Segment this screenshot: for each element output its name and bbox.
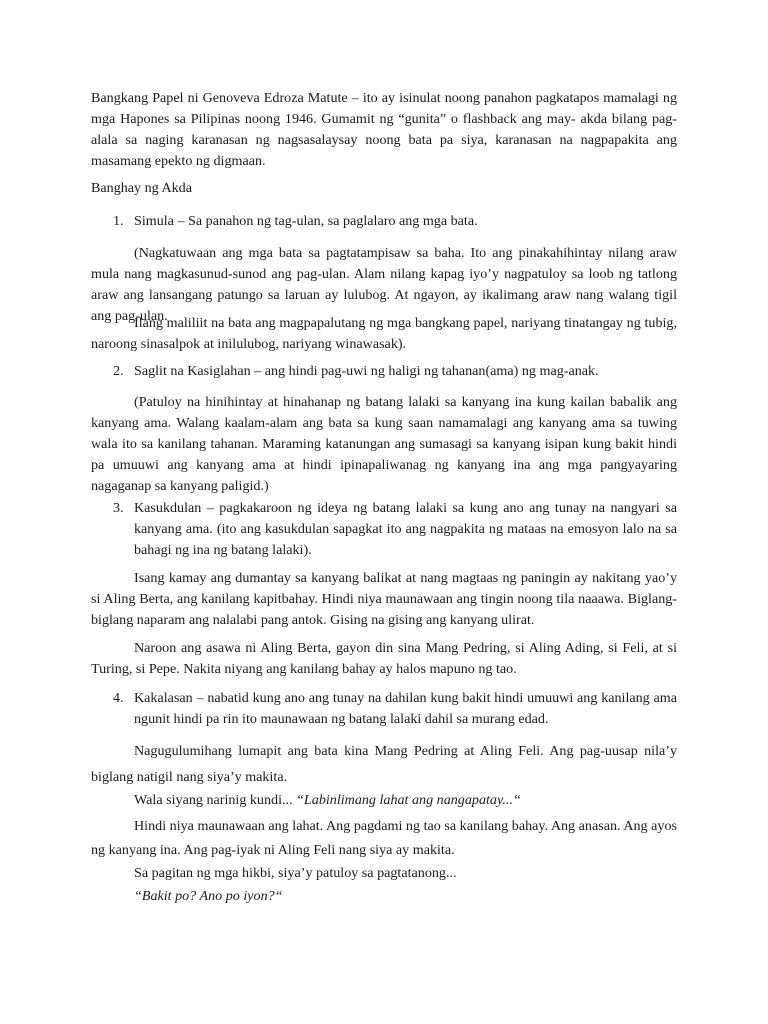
list-item-number: 1.: [113, 213, 124, 229]
paragraph: Ilang maliliit na bata ang magpapalutang ng mga bangkang papel, nariyang tinatangay ng tubig, naroong sinasalpok at inilulubog, nariyang winawasak).: [91, 315, 677, 352]
list-item-number: 4.: [113, 690, 124, 706]
paragraph: Isang kamay ang dumantay sa kanyang balikat at nang magtaas ng paningin ay nakitang yao’y si Aling Berta, ang kanilang kapitbahay. Hindi niya maunawaan ang tingin noong tila naaawa. Biglang-biglang naparam ang nalalabi pang antok. Gising na gising ang kanyang ulirat.: [91, 570, 677, 628]
paragraph: (Patuloy na hinihintay at hinahanap ng batang lalaki sa kanyang ina kung kailan babalik ang kanyang ama. Walang kaalam-alam ang bata sa kung saan namamalagi ang kanyang ama sa tuwing wala ito sa kanilang tahanan. Maraming katanungan ang sumasagi sa kanyang isipan kung bakit hindi pa umuuwi ang kanyang ama at hindi ipinapaliwanag ng kanyang ina ang mga pangyayaring nagaganap sa kanyang paligid.): [91, 394, 677, 494]
list-item-text: Kasukdulan – pagkakaroon ng ideya ng batang lalaki sa kung ano ang tunay na nangyari sa kanyang ama. (ito ang kasukdulan sapagkat ito ang nagpakita ng mataas na emosyon lalo na sa bahagi ng ina ng batang lalaki).: [134, 500, 677, 558]
dialogue-quote: “Bakit po? Ano po iyon?“: [134, 888, 283, 904]
list-item-text: Saglit na Kasiglahan – ang hindi pag-uwi ng haligi ng tahanan(ama) ng mag-anak.: [134, 363, 599, 379]
paragraph: Sa pagitan ng mga hikbi, siya’y patuloy sa pagtatanong...: [134, 865, 457, 881]
list-item: [91, 211, 677, 232]
list-item: [91, 361, 677, 382]
list-item-number: 3.: [113, 500, 124, 516]
dialogue-lead: Wala siyang narinig kundi...: [134, 792, 297, 808]
paragraph-dialogue: [134, 790, 677, 811]
list-item-number: 2.: [113, 363, 124, 379]
section-heading: Banghay ng Akda: [91, 180, 192, 196]
paragraph: Nagugulumihang lumapit ang bata kina Mang Pedring at Aling Feli. Ang pag-uusap nila’y biglang natigil nang siya’y makita.: [91, 743, 677, 785]
list-item: [91, 688, 677, 730]
paragraph: Hindi niya maunawaan ang lahat. Ang pagdami ng tao sa kanilang bahay. Ang anasan. Ang ayos ng kanyang ina. Ang pag-iyak ni Aling Feli nang siya ay makita.: [91, 818, 677, 858]
paragraph: (Nagkatuwaan ang mga bata sa pagtatampisaw sa baha. Ito ang pinakahihintay nilang araw mula nang magkasunud-sunod ang pag-ulan. Alam nilang kapag iyo’y nagpatuloy sa loob ng tatlong araw ang lansangang patungo sa laruan ay lulubog. At ngayon, ay ikalimang araw nang walang tigil ang pag-ulan.: [91, 245, 677, 324]
paragraph: Naroon ang asawa ni Aling Berta, gayon din sina Mang Pedring, si Aling Ading, si Feli, at si Turing, si Pepe. Nakita niyang ang kanilang bahay ay halos mapuno ng tao.: [91, 640, 677, 677]
list-item: [91, 498, 677, 561]
dialogue-quote: “Labinlimang lahat ang nangapatay...“: [296, 792, 521, 808]
list-item-text: Kakalasan – nabatid kung ano ang tunay na dahilan kung bakit hindi umuuwi ang kanilang ama ngunit hindi pa rin ito maunawaan ng batang lalaki dahil sa murang edad.: [134, 690, 677, 727]
intro-paragraph: Bangkang Papel ni Genoveva Edroza Matute – ito ay isinulat noong panahon pagkatapos mamalagi ng mga Hapones sa Pilipinas noong 1946. Gumamit ng “gunita” o flashback ang may- akda bilang pag-alala sa naging karanasan ng nagsasalaysay noong bata pa siya, karanasan na nagpapakita ang masamang epekto ng digmaan.: [91, 90, 677, 169]
list-item-text: Simula – Sa panahon ng tag-ulan, sa paglalaro ang mga bata.: [134, 213, 478, 229]
